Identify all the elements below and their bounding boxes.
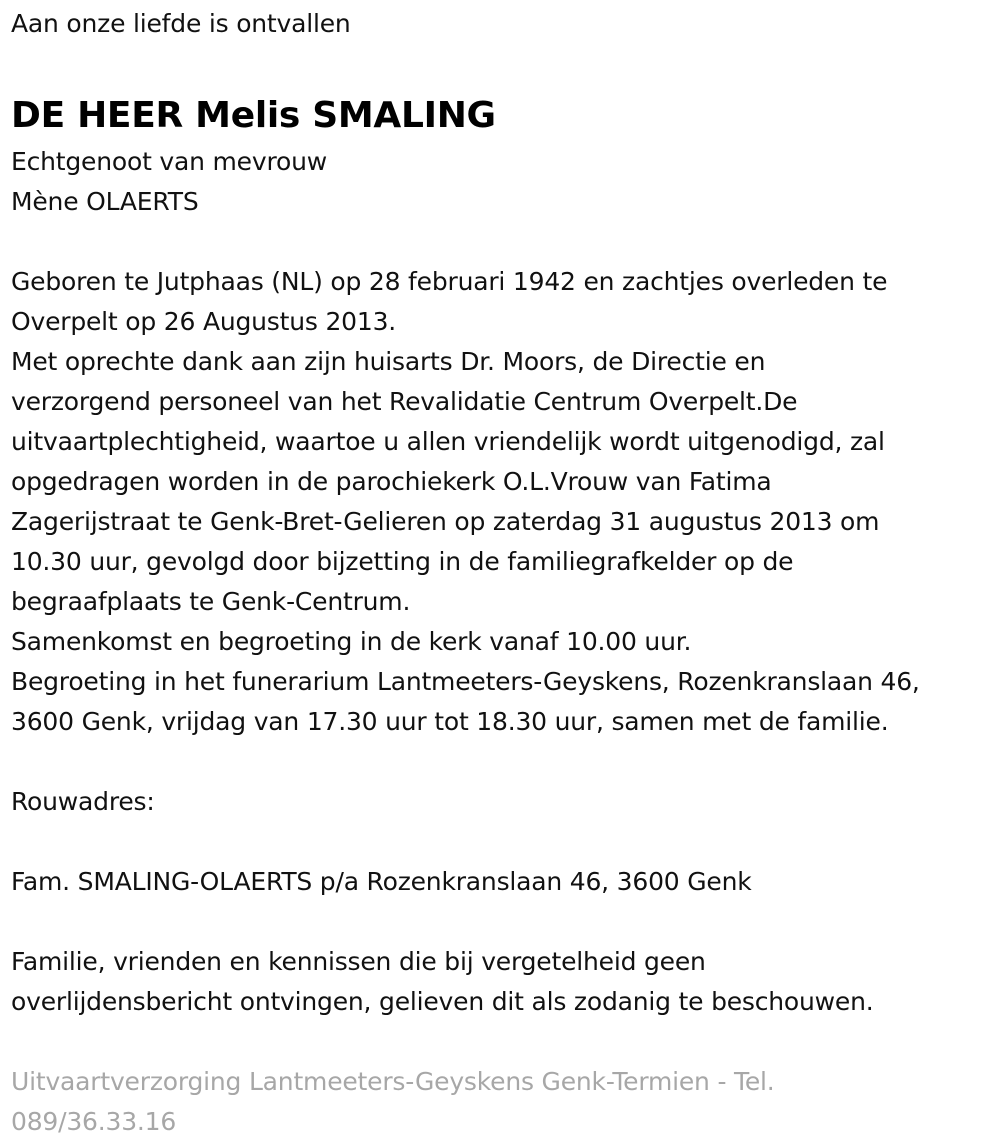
spacer: [11, 742, 996, 782]
spacer: [11, 1022, 996, 1062]
body-line: Overpelt op 26 Augustus 2013.: [11, 307, 397, 336]
intro-text: Aan onze liefde is ontvallen: [11, 9, 351, 38]
body-line: Samenkomst en begroeting in de kerk vanaf 10.00 uur.: [11, 627, 692, 656]
deceased-name: DE HEER Melis SMALING: [11, 95, 496, 136]
notice-line-2: overlijdensbericht ontvingen, gelieven dit als zodanig te beschouwen.: [11, 987, 874, 1016]
body-line: 10.30 uur, gevolgd door bijzetting in de familiegrafkelder op de: [11, 547, 794, 576]
spacer: [11, 822, 996, 862]
body-line: opgedragen worden in de parochiekerk O.L.Vrouw van Fatima: [11, 467, 772, 496]
notice-body: [11, 262, 996, 742]
notice-line-1: Familie, vrienden en kennissen die bij vergetelheid geen: [11, 947, 706, 976]
body-line: verzorgend personeel van het Revalidatie Centrum Overpelt.De: [11, 387, 798, 416]
mourning-address: Fam. SMALING-OLAERTS p/a Rozenkranslaan 46, 3600 Genk: [11, 867, 752, 896]
body-line: Geboren te Jutphaas (NL) op 28 februari 1942 en zachtjes overleden te: [11, 267, 888, 296]
mourning-address-label: Rouwadres:: [11, 787, 155, 816]
spacer: [11, 44, 996, 84]
spacer: [11, 222, 996, 262]
spouse-line-1: Echtgenoot van mevrouw: [11, 147, 327, 176]
funeral-director-phone: 089/36.33.16: [11, 1107, 177, 1136]
body-line: uitvaartplechtigheid, waartoe u allen vriendelijk wordt uitgenodigd, zal: [11, 427, 885, 456]
body-line: 3600 Genk, vrijdag van 17.30 uur tot 18.30 uur, samen met de familie.: [11, 707, 889, 736]
death-notice: [11, 4, 996, 1142]
body-line: begraafplaats te Genk-Centrum.: [11, 587, 411, 616]
body-line: Begroeting in het funerarium Lantmeeters-Geyskens, Rozenkranslaan 46,: [11, 667, 920, 696]
body-line: Met oprechte dank aan zijn huisarts Dr. Moors, de Directie en: [11, 347, 766, 376]
body-line: Zagerijstraat te Genk-Bret-Gelieren op zaterdag 31 augustus 2013 om: [11, 507, 880, 536]
spacer: [11, 902, 996, 942]
spouse-line-2: Mène OLAERTS: [11, 187, 199, 216]
funeral-director-line-1: Uitvaartverzorging Lantmeeters-Geyskens Genk-Termien - Tel.: [11, 1067, 775, 1096]
